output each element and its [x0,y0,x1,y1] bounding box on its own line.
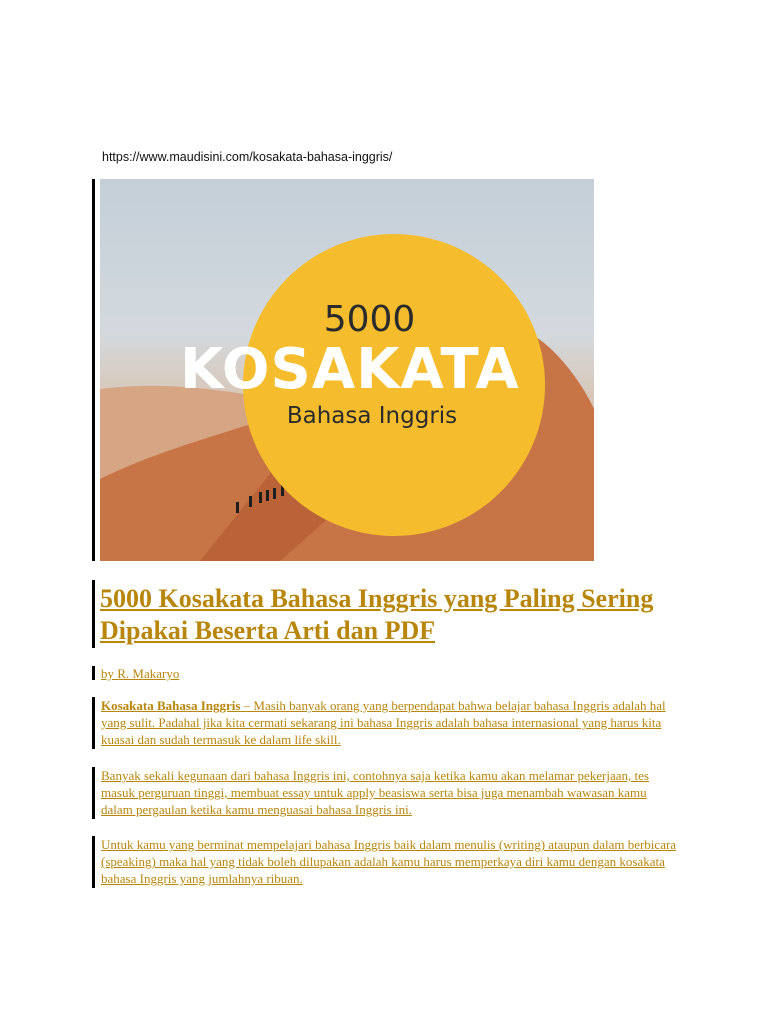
p1-rest: – Masih banyak orang yang berpendapat bahwa belajar bahasa Inggris adalah hal yang sulit. Padahal jika kita cermati sekarang ini bahasa Inggris adalah bahasa internasional yang harus kita kuasai dan sudah termasuk ke dalam life skill. [101,698,666,747]
image-number: 5000 [323,299,416,340]
hero-image [100,179,594,561]
source-url[interactable]: https://www.maudisini.com/kosakata-bahasa-inggris/ [102,150,393,164]
p1-lead[interactable]: Kosakata Bahasa Inggris [101,698,241,713]
quote-bar [92,179,95,561]
p2-bar [92,767,95,819]
title-bar [92,580,95,648]
byline-bar [92,666,95,680]
image-headline: KOSAKATA [180,337,520,402]
p3-bar [92,836,95,888]
paragraph-3[interactable]: Untuk kamu yang berminat mempelajari bahasa Inggris baik dalam menulis (writing) ataupun dalam berbicara (speaking) maka hal yang tidak boleh dilupakan adalah kamu harus memperkaya diri kamu dengan kosakata bahasa Inggris yang jumlahnya ribuan. [101,837,677,886]
paragraph-1[interactable] [101,697,681,748]
paragraph-2[interactable]: Banyak sekali kegunaan dari bahasa Inggris ini, contohnya saja ketika kamu akan melamar pekerjaan, tes masuk perguruan tinggi, membuat essay untuk apply beasiswa serta bisa juga menambah wawasan kamu dalam pergaulan ketika kamu menguasai bahasa Inggris ini. [101,768,649,817]
article-title[interactable]: 5000 Kosakata Bahasa Inggris yang Paling Sering Dipakai Beserta Arti dan PDF [100,584,654,645]
p1-bar [92,697,95,749]
image-subtitle: Bahasa Inggris [286,403,458,429]
article-byline[interactable]: by R. Makaryo [101,666,180,681]
